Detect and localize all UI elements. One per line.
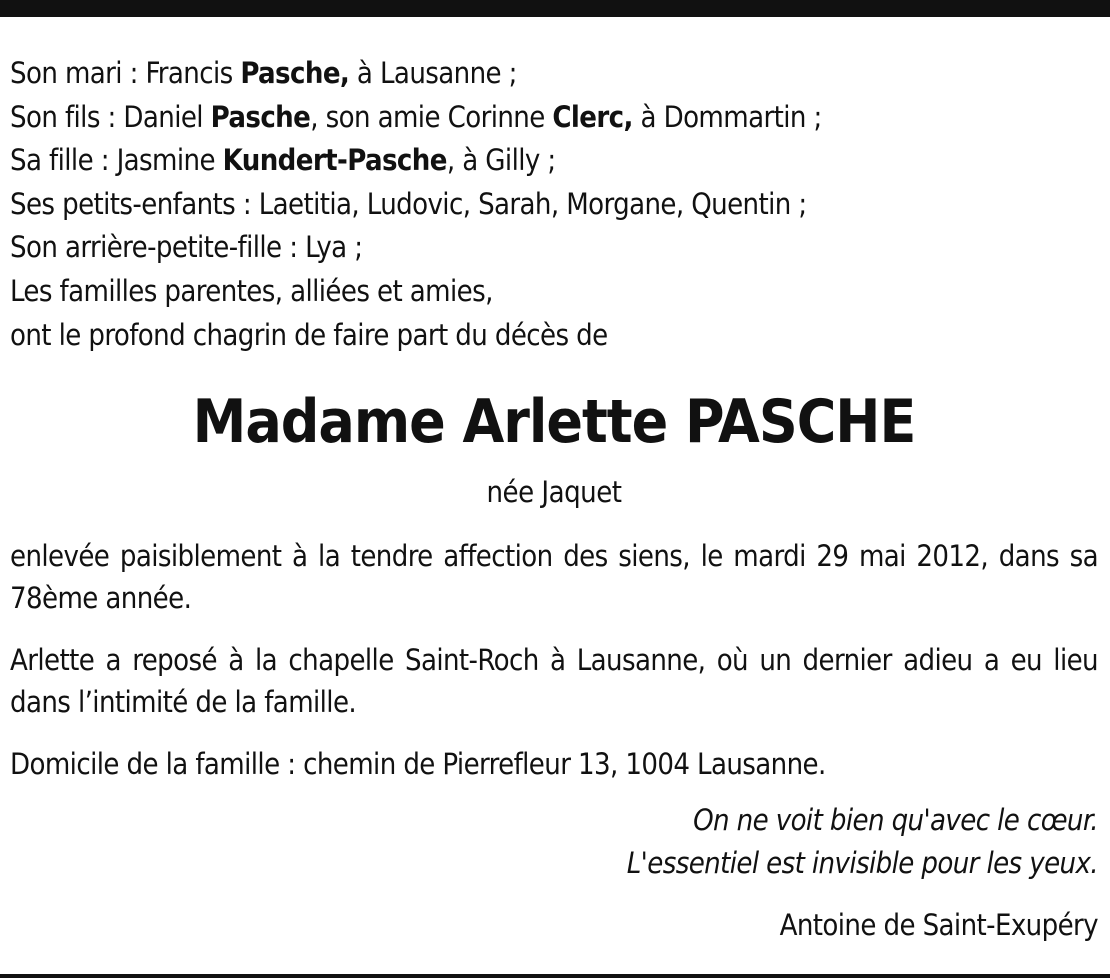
family-text: à Dommartin ; xyxy=(632,99,822,134)
family-line-relatives: Les familles parentes, alliées et amies, xyxy=(10,273,493,308)
family-surname: Pasche, xyxy=(240,56,350,90)
family-text: Son fils : Daniel xyxy=(10,99,211,134)
bottom-border-rule xyxy=(0,974,1110,978)
announcement-intro: ont le profond chagrin de faire part du décès de xyxy=(10,317,608,352)
quote xyxy=(10,799,1098,885)
quote-author: Antoine de Saint-Exupéry xyxy=(779,908,1098,943)
family-line-great-granddaughter: Son arrière-petite-fille : Lya ; xyxy=(10,230,363,265)
deceased-name: Madame Arlette PASCHE xyxy=(192,387,916,458)
family-line-husband xyxy=(10,52,1098,96)
quote-line: L'essentiel est invisible pour les yeux. xyxy=(626,846,1098,881)
family-text: Son mari : Francis xyxy=(10,56,241,90)
family-text: Sa fille : Jasmine xyxy=(10,143,223,178)
family-surname: Kundert-Pasche xyxy=(222,143,447,178)
family-surname: Clerc, xyxy=(552,99,633,134)
family-surname: Pasche xyxy=(210,99,311,134)
quote-line: On ne voit bien qu'avec le cœur. xyxy=(693,803,1098,838)
top-border-rule xyxy=(0,0,1110,17)
family-text: , son amie Corinne xyxy=(310,99,553,134)
maiden-name: née Jaquet xyxy=(486,475,622,510)
family-line-son xyxy=(10,96,1098,140)
passing-paragraph: enlevée paisiblement à la tendre affection des siens, le mardi 29 mai 2012, dans sa 78ème année. xyxy=(10,539,1098,616)
family-line-grandchildren: Ses petits-enfants : Laetitia, Ludovic, Sarah, Morgane, Quentin ; xyxy=(10,186,807,221)
obituary-notice xyxy=(10,52,1098,945)
family-text: , à Gilly ; xyxy=(446,143,556,178)
farewell-paragraph: Arlette a reposé à la chapelle Saint-Roch à Lausanne, où un dernier adieu a eu lieu dans l’intimité de la famille. xyxy=(10,643,1098,720)
family-text: à Lausanne ; xyxy=(349,56,517,90)
family-list xyxy=(10,52,1098,357)
family-line-daughter xyxy=(10,139,1098,183)
domicile-paragraph: Domicile de la famille : chemin de Pierrefleur 13, 1004 Lausanne. xyxy=(10,747,826,782)
